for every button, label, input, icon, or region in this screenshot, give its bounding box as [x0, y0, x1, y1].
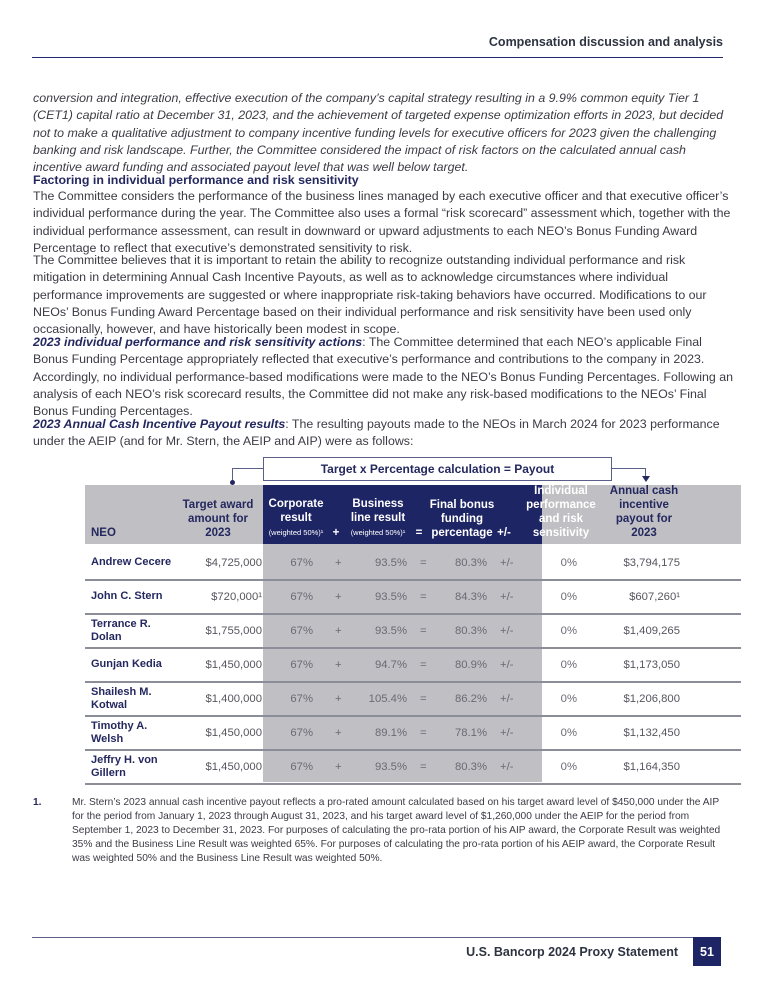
cell-individual: 0% — [560, 590, 577, 603]
cell-corporate: 67% — [290, 658, 313, 671]
cell-corporate: 67% — [290, 692, 313, 705]
footer-divider — [32, 937, 693, 938]
cell-business: 93.5% — [374, 590, 407, 603]
table-header — [85, 485, 741, 544]
cell-business: 105.4% — [368, 692, 407, 705]
cell-corporate: 67% — [290, 590, 313, 603]
cell-corporate: 67% — [290, 556, 313, 569]
cell-final: 80.3% — [454, 760, 487, 773]
header-final: Final bonus funding percentage — [429, 499, 495, 539]
payout-table — [85, 485, 741, 779]
cell-equals: = — [420, 692, 427, 705]
cell-target: $1,450,000 — [205, 658, 262, 671]
cell-plus: + — [335, 692, 342, 705]
arrow-down-icon — [642, 476, 650, 482]
cell-name: Gunjan Kedia — [91, 658, 162, 670]
header-target: Target award amount for 2023 — [182, 499, 254, 539]
cell-corporate: 67% — [290, 624, 313, 637]
cell-payout: $1,132,450 — [623, 726, 680, 739]
cell-plus: + — [335, 590, 342, 603]
connector-right-horizontal — [611, 468, 646, 469]
cell-name: Timothy A. Welsh — [91, 719, 148, 745]
cell-equals: = — [420, 624, 427, 637]
intro-paragraph: conversion and integration, effective execution of the company’s capital strategy resulting in a 9.9% common equity Tier 1 (CET1) capital ratio at December 31, 2023, and the achievement of targeted expense optimization efforts in 2023, but decided not to make a qualitative adjustment to company incentive funding levels for executive officers for 2023 given the challenging banking and risk landscape. Further, the Committee considered the impact of risk factors on the calculated annual cash incentive award funding and associated payout level that was well below target. — [33, 91, 724, 175]
cell-final: 80.3% — [454, 624, 487, 637]
cell-corporate: 67% — [290, 760, 313, 773]
cell-individual: 0% — [560, 556, 577, 569]
header-business-label: Business line result — [350, 498, 406, 524]
header-corporate — [265, 497, 327, 540]
footnote-number: 1. — [33, 797, 42, 808]
cell-final: 84.3% — [454, 590, 487, 603]
cell-pm: +/- — [500, 556, 514, 569]
paragraph-3-text: : The Committee determined that each NEO’s applicable Final Bonus Funding Percentage appropriately reflected that executive’s performance and contributions to the company in 2023. Accordingly, no individual performance-based modifications were made to the NEO’s Bonus Funding Percentages. Following an analysis of each NEO’s risk scorecard results, the Committee did not make any risk-based modifications to the NEOs’ Final Bonus Funding Percentages. — [33, 335, 733, 419]
table-row — [85, 682, 741, 717]
cell-final: 78.1% — [454, 726, 487, 739]
paragraph-3-lead: 2023 individual performance and risk sensitivity actions — [33, 335, 363, 349]
cell-final: 86.2% — [454, 692, 487, 705]
cell-business: 93.5% — [374, 760, 407, 773]
cell-payout: $1,206,800 — [623, 692, 680, 705]
cell-pm: +/- — [500, 658, 514, 671]
table-row — [85, 614, 741, 649]
cell-equals: = — [420, 760, 427, 773]
cell-plus: + — [335, 556, 342, 569]
cell-equals: = — [420, 556, 427, 569]
cell-individual: 0% — [560, 658, 577, 671]
cell-name: Shailesh M. Kotwal — [91, 685, 152, 711]
cell-payout: $1,409,265 — [623, 624, 680, 637]
cell-pm: +/- — [500, 760, 514, 773]
header-corporate-label: Corporate result — [268, 498, 324, 524]
table-row — [85, 750, 741, 785]
paragraph-4-text: : The resulting payouts made to the NEOs in March 2024 for 2023 performance under the AEIP (and for Mr. Stern, the AEIP and AIP) were as follows: — [33, 417, 720, 449]
paragraph-4-lead: 2023 Annual Cash Incentive Payout results — [33, 417, 286, 431]
cell-pm: +/- — [500, 624, 514, 637]
cell-name: Andrew Cecere — [91, 556, 172, 568]
cell-corporate: 67% — [290, 726, 313, 739]
cell-name: Terrance R. Dolan — [91, 617, 151, 643]
footer-title: U.S. Bancorp 2024 Proxy Statement — [466, 945, 678, 959]
cell-plus: + — [335, 624, 342, 637]
header-business — [344, 497, 412, 540]
cell-payout: $3,794,175 — [623, 556, 680, 569]
cell-business: 89.1% — [374, 726, 407, 739]
cell-pm: +/- — [500, 590, 514, 603]
cell-plus: + — [335, 760, 342, 773]
cell-payout: $607,260¹ — [629, 590, 680, 603]
calculation-banner: Target x Percentage calculation = Payout — [263, 457, 612, 481]
header-neo: NEO — [91, 527, 116, 539]
cell-final: 80.9% — [454, 658, 487, 671]
paragraph-1: The Committee considers the performance of the business lines managed by each executive officer and that executive officer’s individual performance during the year. The Committee also uses a formal “risk scorecard” assessment which, together with the individual performance assessment, can result in downward or upward adjustments to each NEO’s Bonus Funding Award Percentage to reflect that executive’s demonstrated sensitivity to risk. — [33, 189, 731, 255]
cell-target: $1,450,000 — [205, 760, 262, 773]
cell-target: $1,450,000 — [205, 726, 262, 739]
paragraph-2: The Committee believes that it is important to retain the ability to recognize outstanding individual performance and risk mitigation in determining Annual Cash Incentive Payouts, as well as to acknowledge circumstances where individual performance improvements are suggested or where inappropriate risk-taking behaviors have occurred. Modifications to our NEOs’ Bonus Funding Award Percentage based on their individual performance and risk sensitivity have been used only occasionally, however, and have historically been modest in scope. — [33, 253, 707, 337]
cell-business: 93.5% — [374, 624, 407, 637]
cell-individual: 0% — [560, 624, 577, 637]
cell-name: John C. Stern — [91, 590, 163, 602]
header-divider — [32, 57, 723, 58]
cell-pm: +/- — [500, 692, 514, 705]
table-row — [85, 648, 741, 683]
cell-individual: 0% — [560, 726, 577, 739]
table-row — [85, 546, 741, 581]
cell-pm: +/- — [500, 726, 514, 739]
cell-business: 93.5% — [374, 556, 407, 569]
cell-business: 94.7% — [374, 658, 407, 671]
cell-payout: $1,173,050 — [623, 658, 680, 671]
cell-target: $1,755,000 — [205, 624, 262, 637]
cell-plus: + — [335, 658, 342, 671]
connector-left-horizontal — [232, 468, 263, 469]
cell-individual: 0% — [560, 692, 577, 705]
cell-target: $1,400,000 — [205, 692, 262, 705]
page-number: 51 — [693, 937, 721, 966]
cell-equals: = — [420, 726, 427, 739]
section-title: Compensation discussion and analysis — [488, 35, 723, 49]
footnote — [33, 796, 733, 866]
table-row — [85, 716, 741, 751]
paragraph-4 — [33, 416, 733, 451]
cell-target: $720,000¹ — [211, 590, 262, 603]
table-row — [85, 580, 741, 615]
cell-equals: = — [420, 658, 427, 671]
header-business-note: (weighted 50%)¹ — [350, 528, 406, 537]
header-equals: = — [415, 527, 423, 539]
footnote-text: Mr. Stern’s 2023 annual cash incentive payout reflects a pro-rated amount calculated based on his target award level of $450,000 under the AIP for the period from January 1, 2023 through August 31, 2023, and his target award level of $1,260,000 under the AEIP for the period from September 1, 2023 to December 31, 2023. For purposes of calculating the pro-rata portion of his AIP award, the Corporate Result was weighted 35% and the Business Line Result was weighted 65%. For purposes of calculating the pro-rata portion of his AEIP award, the Corporate Result was weighted 50% and the Business Line Result was weighted 50%. — [72, 797, 721, 864]
cell-equals: = — [420, 590, 427, 603]
cell-plus: + — [335, 726, 342, 739]
cell-target: $4,725,000 — [205, 556, 262, 569]
header-plusminus: +/- — [497, 527, 511, 539]
cell-payout: $1,164,350 — [623, 760, 680, 773]
cell-individual: 0% — [560, 760, 577, 773]
header-corporate-note: (weighted 50%)¹ — [268, 528, 324, 537]
header-payout: Annual cash incentive payout for 2023 — [609, 485, 679, 539]
cell-final: 80.3% — [454, 556, 487, 569]
header-plus: + — [332, 527, 340, 539]
header-individual: Individual performance and risk sensitivity — [526, 485, 596, 539]
section-heading: Factoring in individual performance and risk sensitivity — [33, 173, 359, 187]
paragraph-3 — [33, 334, 733, 420]
cell-name: Jeffry H. von Gillern — [91, 753, 158, 779]
